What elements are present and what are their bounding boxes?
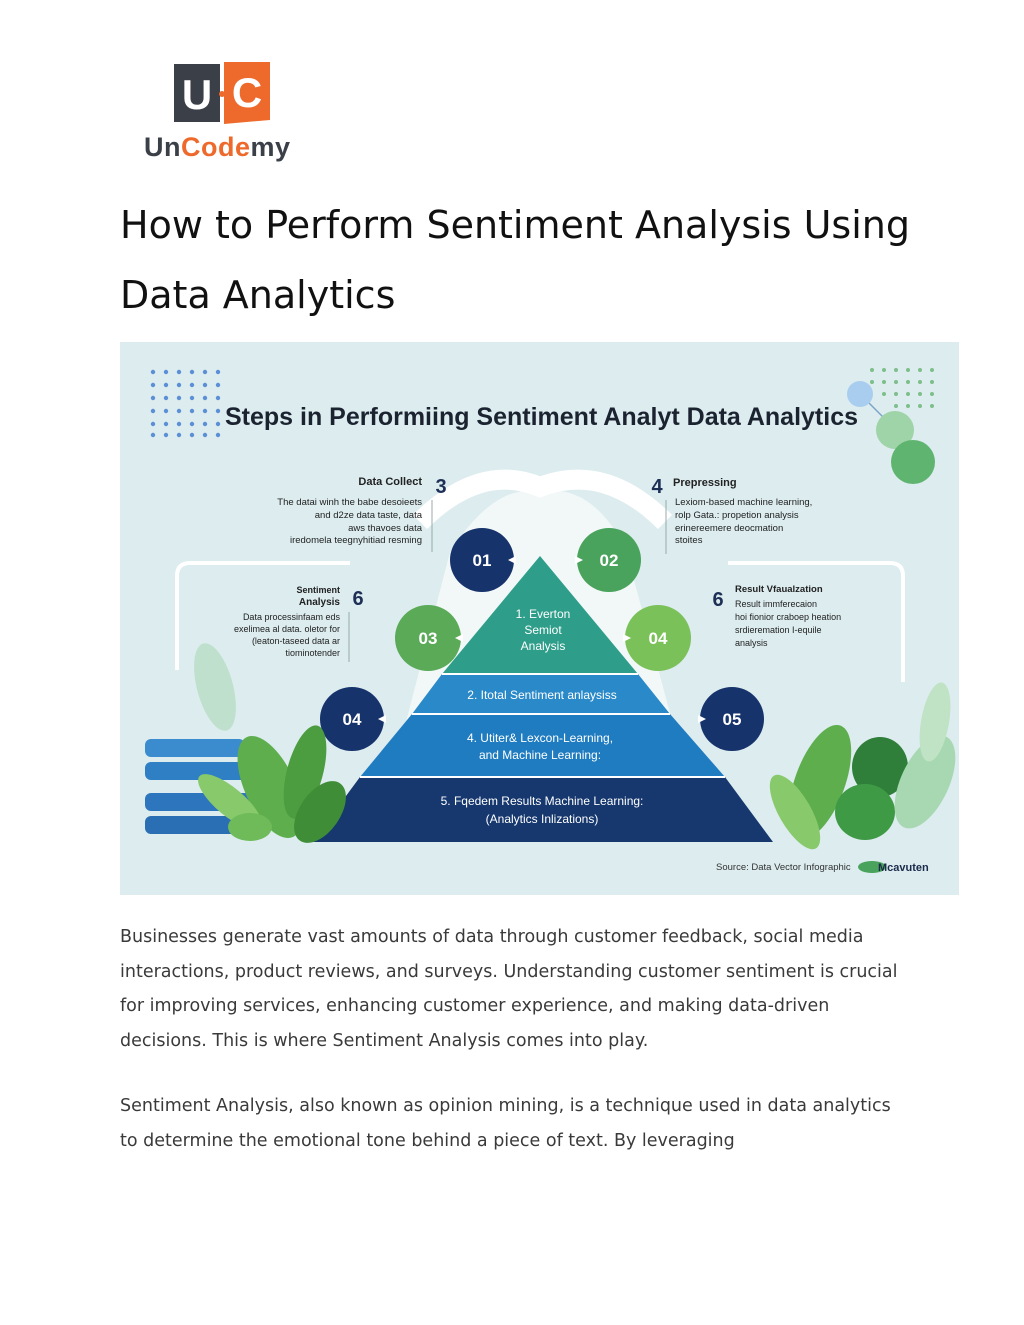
- logo-letter-u: U: [181, 71, 213, 118]
- left-top-line: iredomela teegnyhitiad resming: [289, 535, 422, 546]
- step-circle-04-left: [320, 687, 386, 751]
- pyramid-tier4-label: 5. Fqedem Results Machine Learning:: [440, 794, 644, 808]
- left-mid-line: (leaton-taseed data ar: [251, 636, 340, 646]
- logo-letter-c: C: [231, 69, 263, 116]
- logo-wordmark: [144, 132, 291, 163]
- definition-paragraph: Sentiment Analysis, also known as opinion mining, is a technique used in data analytics to determine the emotional tone behind a piece of text. By leveraging: [120, 1096, 891, 1151]
- svg-text:02: 02: [599, 551, 619, 570]
- right-top-line: stoites: [675, 535, 703, 546]
- infographic-heading: Steps in Performiing Sentiment Analyt Data Analytics: [225, 403, 859, 431]
- right-top-title: Prepressing: [673, 477, 737, 489]
- right-mid-number: 6: [712, 589, 724, 611]
- left-mid-line: Data processinfaam eds: [242, 612, 340, 622]
- pyramid-tier3-label: and Machine Learning:: [478, 748, 602, 762]
- left-mid-title: Analysis: [298, 597, 340, 608]
- right-mid-line: Result immferecaion: [735, 599, 818, 609]
- uncodemy-logo[interactable]: [144, 60, 304, 170]
- svg-text:04: 04: [648, 629, 668, 648]
- left-top-title: Data Collect: [358, 476, 422, 488]
- bubbles-icon: [847, 381, 935, 484]
- left-top-number: 3: [435, 476, 447, 498]
- right-top-number: 4: [651, 476, 663, 498]
- svg-text:04: 04: [342, 710, 362, 729]
- pyramid-top-line: Semiot: [524, 623, 562, 637]
- pyramid-tier-3: [360, 714, 725, 777]
- pyramid-tier4-label: (Analytics Inlizations): [485, 812, 599, 826]
- logo-word-un: Un: [144, 132, 181, 162]
- svg-text:03: 03: [418, 629, 438, 648]
- left-mid-line: exelimea al data. oletor for: [233, 624, 340, 634]
- dot-grid-right-icon: [870, 368, 934, 408]
- pyramid-top-line: Analysis: [520, 639, 566, 653]
- right-mid-line: analysis: [735, 638, 768, 648]
- infographic: [120, 342, 959, 895]
- left-top-line: aws thavoes data: [348, 523, 422, 534]
- source-credit: Source: Data Vector Infographic: [716, 862, 851, 873]
- left-top-line: The datai winh the babe desoieets: [277, 497, 422, 508]
- right-top-line: rolp Gata.: propetion analysis: [675, 510, 799, 521]
- pyramid-tier3-label: 4. Utiter& Lexcon-Learning,: [466, 731, 614, 745]
- right-top-line: Lexiom-based machine learning,: [675, 497, 813, 508]
- svg-text:01: 01: [472, 551, 492, 570]
- logo-mark-icon: [174, 62, 270, 126]
- left-mid-line: tiominotender: [285, 648, 340, 658]
- step-circle-05: [698, 687, 764, 751]
- left-mid-title: Sentiment: [296, 585, 340, 595]
- left-top-line: and d2ze data taste, data: [314, 510, 422, 521]
- pyramid-tier-4: [312, 777, 773, 842]
- source-brand: Mcavuten: [878, 862, 929, 874]
- left-mid-number: 6: [352, 588, 364, 610]
- pyramid-tier2-label: 2. Itotal Sentiment anlaysiss: [467, 688, 617, 702]
- dot-grid-left-icon: [151, 370, 220, 437]
- logo-word-code: Code: [181, 132, 251, 162]
- right-top-line: erinereemere deocmation: [675, 523, 784, 534]
- right-mid-title: Result Vfaualzation: [735, 584, 823, 595]
- intro-paragraph: Businesses generate vast amounts of data through customer feedback, social media interactions, product reviews, and surveys. Understanding customer sentiment is crucial for improving services, enhancing customer experience, and making data-driven decisions. This is where Sentiment Analysis comes into play.: [120, 927, 898, 1051]
- logo-word-my: my: [250, 132, 291, 162]
- pyramid-top-line: 1. Everton: [515, 607, 571, 621]
- article-title: How to Perform Sentiment Analysis Using Data Analytics: [120, 203, 910, 317]
- right-mid-line: hoi fionior craboep heation: [735, 612, 842, 622]
- svg-text:05: 05: [722, 710, 742, 729]
- right-mid-line: srdieremation I-equile: [735, 625, 822, 635]
- plants-right-icon: [760, 680, 959, 856]
